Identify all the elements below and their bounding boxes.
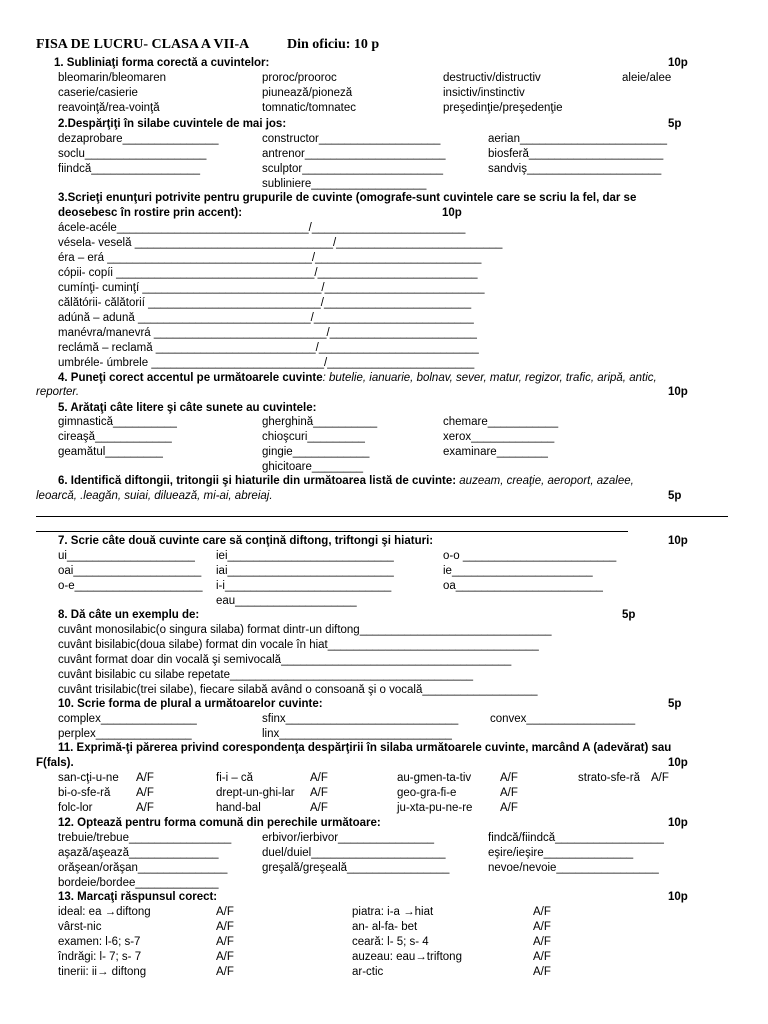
section-8-points: 5p [622,609,636,621]
section-6-points: 5p [668,490,682,502]
statement: auzeau: eau→triftong [352,951,462,963]
statement: ideal: ea →diftong [58,906,151,918]
sentence-line: cumínţi- cuminţí ____________________________/_________________________ [58,282,485,294]
true-false-option[interactable]: A/F [651,772,669,784]
section-11-points: 10p [668,757,688,769]
true-false-option[interactable]: A/F [216,951,234,963]
true-false-option[interactable]: A/F [533,936,551,948]
example-line: cuvânt bisilabic(doua silabe) format din vocale în hiat_________________________________ [58,639,539,651]
true-false-option[interactable]: A/F [310,802,328,814]
example-item: oai____________________ [58,565,202,577]
section-3-points: 10p [442,207,462,219]
sentence-line: cópii- copíi _______________________________/_________________________ [58,267,478,279]
section-2-title: 2.Despărţiţi în silabe cuvintele de mai jos: [58,118,287,130]
example-item: eau___________________ [216,595,357,607]
statement: piatra: i-a →hiat [352,906,434,918]
form-pair: aşază/aşează______________ [58,847,219,859]
split-word: bi-o-sfe-ră [58,787,111,799]
example-item: o-e____________________ [58,580,203,592]
page-title: FISA DE LUCRU- CLASA A VII-A [36,37,250,52]
true-false-option[interactable]: A/F [533,906,551,918]
section-3-title-cont: deosebesc în rostire prin accent): [58,207,243,219]
section-10-title: 10. Scrie forma de plural a următoarelor cuvinte: [58,698,323,710]
sentence-line: manévra/manevrá ___________________________/_______________________ [58,327,477,339]
syllable-item: subliniere__________________ [262,178,427,190]
count-item: geamătul_________ [58,446,163,458]
sentence-line: călătórii- călătorií ___________________________/_______________________ [58,297,472,309]
form-pair: findcă/fiindcă_________________ [488,832,664,844]
section-5-title: 5. Arătaţi câte litere şi câte sunete au cuvintele: [58,402,317,414]
plural-item: convex_________________ [490,713,636,725]
word-option: preşedinţie/preşedenţie [443,102,563,114]
section-2-points: 5p [668,118,682,130]
true-false-option[interactable]: A/F [136,787,154,799]
form-pair: greşală/greşeală________________ [262,862,450,874]
form-pair: orăşean/orăşan______________ [58,862,228,874]
example-line: cuvânt trisilabic(trei silabe), fiecare silabă având o consoană şi o vocală__________________ [58,684,538,696]
split-word: folc-lor [58,802,93,814]
word-option: aleie/alee [622,72,672,84]
count-item: xerox_____________ [443,431,555,443]
section-6-title: 6. Identifică diftongii, tritongii şi hiaturile din următoarea listă de cuvinte: [58,475,457,487]
plural-item: complex_______________ [58,713,197,725]
din-oficiu-points: Din oficiu: 10 p [287,37,380,52]
plural-item: sfinx___________________________ [262,713,459,725]
statement: ar-ctic [352,966,384,978]
true-false-option[interactable]: A/F [533,921,551,933]
sentence-line: éra – erá ________________________________/__________________________ [58,252,482,264]
statement: an- al-fa- bet [352,921,418,933]
syllable-item: biosferă_____________________ [488,148,664,160]
plural-item: linx___________________________ [262,728,452,740]
split-word: geo-gra-fi-e [397,787,457,799]
word-option: proroc/prooroc [262,72,337,84]
example-line: cuvânt format doar din vocală şi semivocală____________________________________ [58,654,512,666]
word-option: destructiv/distructiv [443,72,541,84]
sentence-line: adúnă – adună ___________________________/_________________________ [58,312,474,324]
answer-line [36,516,728,517]
section-4-points: 10p [668,386,688,398]
form-pair: eşire/ieşire______________ [488,847,634,859]
example-item: o-o ________________________ [443,550,617,562]
section-13-points: 10p [668,891,688,903]
split-word: au-gmen-ta-tiv [397,772,472,784]
split-word: strato-sfe-ră [578,772,640,784]
true-false-option[interactable]: A/F [136,802,154,814]
split-word: san-cţi-u-ne [58,772,119,784]
example-line: cuvânt monosilabic(o singura silaba) format dintr-un diftong______________________________ [58,624,552,636]
section-3-title: 3.Scrieţi enunţuri potrivite pentru grupurile de cuvinte (omografe-sunt cuvintele care se scriu la fel, dar se [58,192,637,204]
sentence-line: vésela- veselă _______________________________/__________________________ [58,237,503,249]
count-item: chemare___________ [443,416,559,428]
form-pair: nevoe/nevoie________________ [488,862,659,874]
syllable-item: aerian_______________________ [488,133,668,145]
section-1-points: 10p [668,57,688,69]
statement: examen: l-6; s-7 [58,936,141,948]
section-12-title: 12. Optează pentru forma comună din perechile următoare: [58,817,381,829]
section-8-title: 8. Dă câte un exemplu de: [58,609,200,621]
true-false-option[interactable]: A/F [310,787,328,799]
word-option: tomnatic/tomnatec [262,102,356,114]
count-item: gingie____________ [262,446,370,458]
split-word: drept-un-ghi-lar [216,787,295,799]
statement: vârst-nic [58,921,102,933]
form-pair: erbivor/ierbivor_______________ [262,832,434,844]
section-4-text [58,372,657,385]
plural-item: perplex_______________ [58,728,192,740]
section-11-title-cont: F(fals). [36,757,74,769]
syllable-item: soclu___________________ [58,148,207,160]
section-1-title: 1. Subliniaţi forma corectă a cuvintelor: [54,57,270,69]
section-4-words-cont: reporter. [36,386,80,398]
example-item: ui____________________ [58,550,195,562]
true-false-option[interactable]: A/F [500,772,518,784]
section-6-text [58,475,634,488]
true-false-option[interactable]: A/F [533,966,551,978]
word-option: insictiv/instinctiv [443,87,525,99]
word-option: caserie/casierie [58,87,138,99]
example-item: iai__________________________ [216,565,394,577]
true-false-option[interactable]: A/F [533,951,551,963]
form-pair: duel/duiel_____________________ [262,847,446,859]
syllable-item: antrenor______________________ [262,148,446,160]
count-item: gimnastică__________ [58,416,177,428]
split-word: hand-bal [216,802,261,814]
syllable-item: sandviş_____________________ [488,163,662,175]
section-10-points: 5p [668,698,682,710]
statement: ceară: l- 5; s- 4 [352,936,429,948]
count-item: examinare________ [443,446,548,458]
section-4-words: : butelie, ianuarie, bolnav, sever, matur, regizor, trafic, aripă, antic, [322,372,657,384]
true-false-option[interactable]: A/F [500,787,518,799]
sentence-line: ácele-acéle______________________________/________________________ [58,222,466,234]
syllable-item: dezaprobare_______________ [58,133,219,145]
count-item: chioşcuri_________ [262,431,365,443]
word-option: bleomarin/bleomaren [58,72,167,84]
example-line: cuvânt bisilabic cu silabe repetate______________________________________ [58,669,473,681]
syllable-item: fiindcă_________________ [58,163,200,175]
count-item: gherghină__________ [262,416,378,428]
true-false-option[interactable]: A/F [216,966,234,978]
example-item: oa_______________________ [443,580,603,592]
statement: îndrăgi: l- 7; s- 7 [58,951,142,963]
section-11-title: 11. Exprimă-ţi părerea privind corespondenţa despărţirii în silaba următoarele cuvinte, marcând A (adevărat) sau [58,742,672,754]
form-pair: trebuie/trebue________________ [58,832,232,844]
word-option: reavoinţă/rea-voinţă [58,102,160,114]
form-pair: bordeie/bordee_____________ [58,877,219,889]
word-option: piunează/pioneză [262,87,353,99]
section-7-points: 10p [668,535,688,547]
section-6-words-cont: leoarcă, .leagăn, suiai, diluează, mi-ai, abreiaj. [36,490,273,502]
answer-line [36,531,628,532]
section-13-title: 13. Marcaţi răspunsul corect: [58,891,218,903]
true-false-option[interactable]: A/F [310,772,328,784]
statement: tinerii: ii→ diftong [58,966,147,978]
section-7-title: 7. Scrie câte două cuvinte care să conţină diftong, triftongi şi hiaturi: [58,535,434,547]
section-6-words: auzeam, creaţie, aeroport, azalee, [456,475,634,487]
split-word: ju-xta-pu-ne-re [397,802,473,814]
sentence-line: reclámă – reclamă _________________________/_________________________ [58,342,479,354]
count-item: ghicitoare________ [262,461,364,473]
true-false-option[interactable]: A/F [216,936,234,948]
sentence-line: umbréle- úmbrele ___________________________/_______________________ [58,357,475,369]
example-item: iei__________________________ [216,550,394,562]
example-item: ie______________________ [443,565,593,577]
syllable-item: constructor___________________ [262,133,441,145]
true-false-option[interactable]: A/F [216,906,234,918]
count-item: cireaşă____________ [58,431,172,443]
true-false-option[interactable]: A/F [136,772,154,784]
split-word: fi-i – că [216,772,254,784]
true-false-option[interactable]: A/F [500,802,518,814]
example-item: i-i__________________________ [216,580,392,592]
syllable-item: sculptor______________________ [262,163,443,175]
true-false-option[interactable]: A/F [216,921,234,933]
section-4-title: 4. Puneţi corect accentul pe următoarele cuvinte [58,372,323,384]
section-12-points: 10p [668,817,688,829]
